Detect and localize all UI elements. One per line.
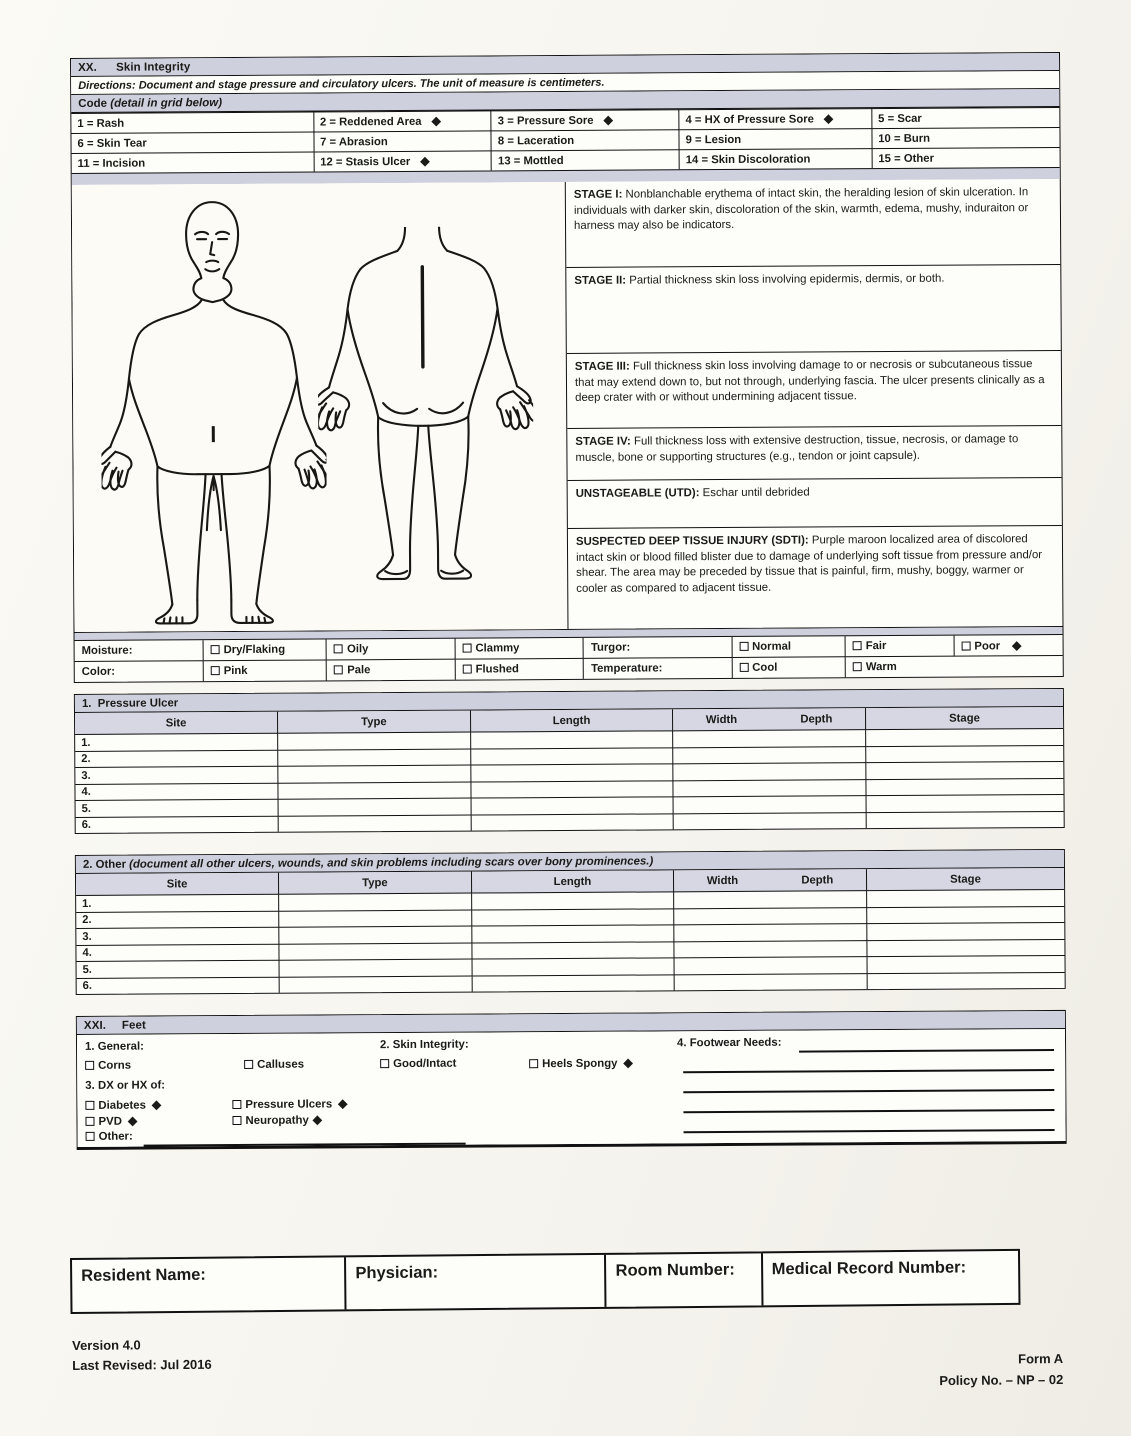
pressure-ulcer-number: 1. [81, 697, 92, 710]
column-header-length: Length [471, 870, 674, 893]
other-wounds-number: 2. [82, 858, 93, 871]
option-label: Normal [752, 640, 792, 653]
body-diagram-posterior-icon [317, 226, 534, 627]
room-number-field[interactable]: Room Number: [606, 1253, 763, 1306]
body-diagrams-panel [72, 182, 569, 632]
patient-identification-footer [70, 1249, 1020, 1314]
code-label: 6 = Skin Tear [77, 137, 147, 150]
cell-width-depth[interactable] [674, 957, 867, 975]
column-header-width-depth [674, 869, 867, 892]
option-label: Diabetes [98, 1099, 146, 1112]
column-header-site: Site [76, 873, 279, 896]
cell-type[interactable] [279, 893, 472, 911]
stage-label: STAGE III: [574, 360, 630, 373]
stage-definition [568, 526, 1063, 629]
code-cell [72, 152, 314, 173]
code-cell [491, 150, 679, 171]
temperature-option-cool[interactable] [732, 657, 846, 678]
option-label: Pressure Ulcers [245, 1098, 333, 1111]
stage-text: Eschar until debrided [699, 486, 810, 500]
cell-length[interactable] [471, 813, 674, 830]
diamond-marker-icon: ◆ [431, 113, 441, 128]
option-label: Heels Spongy [542, 1057, 618, 1071]
stage-text: Full thickness loss with extensive destruction, tissue, necrosis, or damage to muscle, bone or supporting structures (e.g., tendon or joint capsule). [575, 433, 1019, 464]
cell-width-depth[interactable] [673, 730, 866, 748]
row-number: 2. [76, 911, 279, 929]
feet-general-label: 1. General: [85, 1040, 144, 1053]
checkbox-icon[interactable] [211, 666, 220, 675]
cell-width-depth[interactable] [674, 973, 867, 990]
diamond-marker-icon: ◆ [338, 1096, 348, 1111]
cell-stage[interactable] [866, 794, 1064, 812]
code-label: 15 = Other [878, 152, 934, 165]
cell-stage[interactable] [866, 889, 1064, 907]
cell-length[interactable] [471, 780, 674, 798]
column-header-depth: Depth [800, 712, 833, 726]
feet-dx-hx-label: 3. DX or HX of: [85, 1079, 166, 1092]
checkbox-icon[interactable] [334, 644, 343, 653]
option-label: Pale [347, 664, 371, 677]
moisture-option-dry-flaking[interactable] [203, 639, 327, 660]
stage-label: UNSTAGEABLE (UTD): [575, 487, 700, 500]
stage-label: STAGE I: [573, 188, 623, 201]
form-letter: Form A [1017, 1350, 1064, 1367]
diamond-marker-icon: ◆ [1012, 637, 1022, 652]
feet-option-other[interactable] [86, 1131, 133, 1143]
row-number: 4. [76, 944, 279, 962]
option-label: Fair [865, 640, 887, 653]
diamond-marker-icon: ◆ [623, 1055, 633, 1070]
column-header-stage: Stage [866, 868, 1064, 891]
section-number: XX. [78, 61, 97, 74]
option-label: Dry/Flaking [223, 643, 286, 657]
column-header-type: Type [278, 711, 471, 734]
row-number: 1. [76, 894, 279, 912]
diamond-marker-icon: ◆ [312, 1112, 323, 1127]
cell-stage[interactable] [867, 972, 1065, 989]
feet-option-diabetes[interactable] [85, 1098, 161, 1111]
option-label: Flushed [475, 663, 519, 676]
checkbox-icon[interactable] [334, 665, 343, 674]
option-label: Other: [98, 1130, 133, 1143]
cell-type[interactable] [279, 926, 472, 944]
option-label: Calluses [257, 1058, 305, 1071]
feet-skin-integrity-label: 2. Skin Integrity: [379, 1038, 469, 1052]
stage-definition [568, 478, 1062, 529]
cell-width-depth[interactable] [674, 891, 867, 909]
option-label: Corns [98, 1059, 132, 1072]
code-label: 14 = Skin Discoloration [685, 152, 811, 166]
checkbox-icon[interactable] [85, 1061, 94, 1070]
cell-type[interactable] [278, 798, 471, 816]
stage-definition [566, 179, 1061, 268]
checkbox-icon[interactable] [232, 1116, 241, 1125]
version-info [72, 1335, 212, 1376]
form-identification [939, 1348, 1063, 1391]
code-label: 5 = Scar [878, 112, 922, 125]
other-wounds-hint: (document all other ulcers, wounds, and skin problems including scars over bony prominences.) [129, 855, 654, 871]
option-label: Clammy [475, 642, 520, 655]
cell-stage[interactable] [867, 906, 1065, 924]
form-header-block [70, 52, 1061, 185]
code-legend-table [71, 107, 1059, 173]
pressure-ulcer-section [74, 688, 1065, 834]
checkbox-icon[interactable] [380, 1059, 389, 1068]
cell-stage[interactable] [867, 922, 1065, 940]
feet-option-pressure-ulcers[interactable] [232, 1097, 347, 1111]
feet-option-calluses[interactable] [244, 1059, 304, 1071]
stage-definition [567, 351, 1061, 429]
column-header-stage: Stage [865, 707, 1063, 730]
row-number: 6. [77, 977, 280, 994]
cell-type[interactable] [279, 943, 472, 961]
stage-definition [567, 426, 1061, 481]
code-cell [872, 147, 1060, 168]
row-number: 6. [76, 816, 279, 833]
footwear-write-line-1[interactable] [799, 1049, 1054, 1053]
checkbox-icon[interactable] [739, 642, 748, 651]
stage-label: STAGE II: [574, 274, 627, 287]
code-cell [491, 110, 679, 131]
row-number: 1. [75, 733, 278, 751]
code-cell [314, 131, 492, 152]
code-legend-label: Code [78, 97, 111, 110]
pressure-ulcer-label: Pressure Ulcer [97, 697, 179, 710]
turgor-label: Turgor: [583, 637, 731, 658]
stage-text: Nonblanchable erythema of intact skin, the heralding lesion of skin ulceration. In individuals with darker skin, discoloration of the skin, warmth, edema, mushy, induraiton or harness may also be indicators. [573, 186, 1029, 232]
row-number: 2. [75, 750, 278, 768]
checkbox-icon[interactable] [853, 641, 862, 650]
code-cell [71, 112, 313, 133]
diamond-marker-icon: ◆ [823, 111, 834, 126]
checkbox-icon[interactable] [85, 1101, 94, 1110]
code-label: 2 = Reddened Area [319, 115, 422, 129]
cell-length[interactable] [471, 797, 674, 815]
cell-stage[interactable] [867, 955, 1065, 973]
stage-label: SUSPECTED DEEP TISSUE INJURY (SDTI): [575, 534, 809, 548]
color-label: Color: [75, 661, 204, 682]
cell-type[interactable] [278, 732, 471, 750]
checkbox-icon[interactable] [85, 1117, 94, 1126]
cell-type[interactable] [278, 765, 471, 783]
cell-width-depth[interactable] [674, 907, 867, 925]
cell-width-depth[interactable] [673, 796, 866, 814]
diamond-marker-icon: ◆ [127, 1113, 138, 1128]
code-label: 10 = Burn [878, 132, 931, 145]
cell-type[interactable] [279, 959, 472, 977]
feet-fields [77, 1029, 1066, 1147]
turgor-option-fair[interactable] [845, 636, 954, 657]
cell-length[interactable] [471, 925, 674, 943]
column-header-type: Type [279, 872, 472, 895]
feet-option-corns[interactable] [85, 1060, 131, 1072]
option-label: Good/Intact [393, 1057, 457, 1071]
cell-length[interactable] [472, 941, 675, 959]
code-cell [679, 109, 872, 130]
directions-row: Directions: Document and stage pressure and circulatory ulcers. The unit of measure is centimeters. [71, 71, 1059, 95]
stage-label: STAGE IV: [575, 435, 631, 448]
column-header-width: Width [705, 713, 738, 726]
option-label: PVD [98, 1115, 122, 1128]
row-number: 5. [76, 799, 279, 817]
temperature-label: Temperature: [583, 657, 731, 678]
checkbox-icon[interactable] [462, 644, 471, 653]
row-number: 3. [75, 766, 278, 784]
body-diagram-anterior-icon [100, 189, 328, 626]
code-label: 3 = Pressure Sore [497, 114, 594, 128]
feet-section [76, 1010, 1067, 1150]
code-label: 11 = Incision [77, 157, 146, 170]
code-cell [679, 129, 872, 150]
stage-text: Purple maroon localized area of discolored intact skin or blood filled blister due to damage of underlying soft tissue from pressure and/or shear. The area may be preceded by tissue that is painful, firm, mushy, boggy, warmer or cooler as compared to adjacent tissue. [576, 533, 1043, 595]
cell-width-depth[interactable] [674, 924, 867, 942]
cell-stage[interactable] [866, 745, 1064, 763]
moisture-label: Moisture: [75, 640, 204, 661]
code-label: 4 = HX of Pressure Sore [685, 113, 814, 127]
code-label: 1 = Rash [77, 117, 125, 130]
checkbox-icon[interactable] [853, 662, 862, 671]
color-option-pale[interactable] [327, 659, 456, 680]
diamond-marker-icon: ◆ [151, 1097, 162, 1112]
column-header-depth: Depth [801, 873, 834, 887]
checkbox-icon[interactable] [211, 645, 220, 654]
code-cell [71, 132, 313, 153]
skin-assessment-block [74, 626, 1064, 683]
cell-length[interactable] [471, 764, 674, 782]
feet-section-number: XXI. [83, 1019, 107, 1032]
option-label: Oily [347, 643, 369, 656]
code-cell [314, 151, 492, 172]
footwear-write-line-4[interactable] [683, 1109, 1054, 1113]
feet-footwear-needs-label: 4. Footwear Needs: [676, 1036, 782, 1050]
turgor-option-poor[interactable] [954, 635, 1063, 656]
cell-length[interactable] [470, 731, 673, 749]
option-label: Warm [865, 660, 897, 674]
medical-record-number-field[interactable]: Medical Record Number: [771, 1258, 967, 1279]
feet-option-good-intact[interactable] [380, 1058, 456, 1070]
checkbox-icon[interactable] [244, 1060, 253, 1069]
diamond-marker-icon: ◆ [420, 153, 430, 168]
form-sheet [70, 52, 1067, 1150]
column-header-length: Length [470, 709, 673, 732]
physician-field[interactable]: Physician: [346, 1255, 607, 1309]
feet-other-write-line[interactable] [144, 1143, 466, 1147]
stage-definitions-panel [566, 179, 1063, 629]
version-number: Version 4.0 [72, 1337, 141, 1353]
cell-length[interactable] [471, 908, 674, 926]
checkbox-icon[interactable] [86, 1132, 95, 1141]
footwear-write-line-3[interactable] [683, 1089, 1054, 1093]
moisture-option-oily[interactable] [326, 639, 455, 660]
cell-stage[interactable] [867, 939, 1065, 957]
option-label: Cool [752, 661, 778, 674]
cell-type[interactable] [279, 910, 472, 928]
footwear-write-line-5[interactable] [684, 1129, 1055, 1133]
cell-length[interactable] [470, 747, 673, 765]
option-label: Poor [974, 639, 1001, 652]
checkbox-icon[interactable] [463, 665, 472, 674]
cell-type[interactable] [278, 782, 471, 800]
code-legend-hint: (detail in grid below) [110, 97, 223, 110]
option-label: Pink [223, 664, 248, 678]
cell-width-depth[interactable] [673, 812, 866, 829]
code-label: 7 = Abrasion [320, 135, 388, 148]
diamond-marker-icon: ◆ [603, 112, 613, 127]
pressure-ulcer-table [75, 707, 1064, 833]
cell-type[interactable] [279, 976, 472, 993]
code-cell [872, 107, 1060, 128]
body-and-stages-block [71, 179, 1064, 632]
option-label: Neuropathy [245, 1114, 309, 1127]
column-header-width: Width [706, 874, 739, 887]
color-option-pink[interactable] [203, 660, 327, 681]
code-cell [491, 130, 679, 151]
turgor-option-normal[interactable] [732, 636, 846, 657]
resident-name-field[interactable]: Resident Name: [72, 1257, 347, 1312]
page-title: Skin Integrity [116, 61, 191, 74]
footwear-write-line-2[interactable] [683, 1069, 1054, 1073]
column-header-width-depth [673, 708, 866, 731]
other-wounds-label: Other [95, 858, 130, 871]
cell-width-depth[interactable] [673, 779, 866, 797]
policy-number: Policy No. – NP – 02 [939, 1371, 1064, 1389]
code-label: 12 = Stasis Ulcer [320, 155, 411, 169]
feet-option-pvd[interactable] [85, 1115, 137, 1128]
checkbox-icon[interactable] [739, 663, 748, 672]
cell-length[interactable] [472, 958, 675, 976]
skin-assessment-table [75, 635, 1063, 682]
code-label: 13 = Mottled [497, 154, 564, 167]
code-cell [872, 127, 1060, 148]
cell-stage[interactable] [866, 778, 1064, 796]
moisture-option-clammy[interactable] [455, 638, 584, 659]
temperature-option-warm[interactable] [845, 655, 1063, 677]
stage-definition [566, 265, 1061, 354]
row-number: 5. [77, 960, 280, 978]
checkbox-icon[interactable] [232, 1100, 241, 1109]
cell-width-depth[interactable] [673, 746, 866, 764]
feet-option-neuropathy[interactable] [232, 1113, 322, 1127]
color-option-flushed[interactable] [455, 658, 584, 679]
cell-width-depth[interactable] [673, 763, 866, 781]
feet-section-title: Feet [121, 1019, 146, 1032]
feet-option-heels-spongy[interactable] [529, 1057, 633, 1071]
checkbox-icon[interactable] [961, 641, 970, 650]
last-revised: Last Revised: Jul 2016 [72, 1356, 212, 1373]
cell-width-depth[interactable] [674, 940, 867, 958]
other-wounds-section [75, 849, 1066, 995]
cell-stage[interactable] [865, 728, 1063, 746]
cell-stage[interactable] [866, 761, 1064, 779]
code-cell [679, 149, 872, 170]
checkbox-icon[interactable] [529, 1059, 538, 1068]
row-number: 4. [75, 783, 278, 801]
stage-text: Partial thickness skin loss involving epidermis, dermis, or both. [626, 272, 945, 287]
code-label: 9 = Lesion [685, 133, 742, 146]
row-number: 3. [76, 927, 279, 945]
column-header-site: Site [75, 712, 278, 735]
stage-text: Full thickness skin loss involving damage to or necrosis or subcutaneous tissue that may extend down to, but not through, underlying fascia. The ulcer presents clinically as a deep crater with or without undermining adjacent tissue. [574, 358, 1045, 404]
code-label: 8 = Laceration [497, 134, 575, 147]
cell-type[interactable] [278, 815, 471, 832]
cell-length[interactable] [471, 892, 674, 910]
code-cell [313, 111, 491, 132]
cell-length[interactable] [472, 974, 675, 991]
other-wounds-table [76, 868, 1065, 994]
cell-type[interactable] [278, 749, 471, 767]
cell-stage[interactable] [866, 811, 1064, 828]
